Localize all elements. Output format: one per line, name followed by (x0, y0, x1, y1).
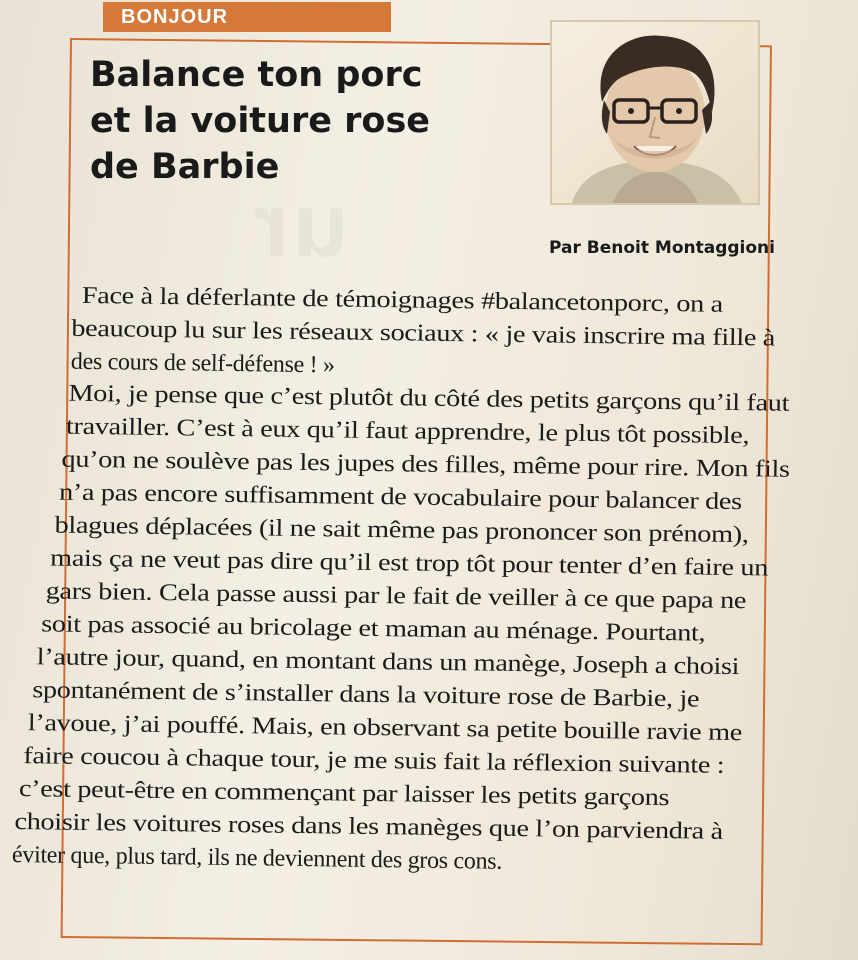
body-line-5: travailler. C’est à eux qu’il faut apprendre, le plus tôt possible, (65, 413, 750, 450)
body-line-17: choisir les voitures roses dans les manèges que l’on parviendra à (14, 808, 723, 845)
body-line-3: des cours de self-défense ! » (70, 348, 335, 379)
body-line-4: Moi, je pense que c’est plutôt du côté des petits garçons qu’il faut (68, 380, 790, 417)
body-line-16: c’est peut-être en commençant par laisser les petits garçons (18, 776, 670, 812)
body-line-11: soit pas associé au bricolage et maman au ménage. Pourtant, (41, 611, 706, 647)
body-line-12: l’autre jour, quand, en montant dans un manège, Joseph a choisi (36, 644, 740, 681)
body-line-10: gars bien. Cela passe aussi par le fait de veiller à ce que papa ne (45, 578, 747, 615)
body-line-7: n’a pas encore suffisamment de vocabulaire pour balancer des (58, 479, 742, 516)
section-tag: BONJOUR (103, 2, 391, 32)
headline-line-2: et la voiture rose (90, 101, 431, 141)
headline (90, 52, 540, 190)
body-line-6: qu’on ne soulève pas les jupes des filles, même pour rire. Mon fils (61, 446, 790, 483)
body-line-1: Face à la déferlante de témoignages #balancetonporc, on a (81, 282, 724, 318)
show-through-text: ur (250, 176, 348, 276)
byline: Par Benoit Montaggioni (549, 238, 775, 258)
body-line-15: faire coucou à chaque tour, je me suis fait la réflexion suivante : (23, 743, 725, 779)
body-line-14: l’avoue, j’ai pouffé. Mais, en observant sa petite bouille ravie me (27, 710, 743, 747)
body-line-18: éviter que, plus tard, ils ne deviennent des gros cons. (11, 841, 503, 875)
headline-line-1: Balance ton porc (90, 55, 423, 95)
body-line-2: beaucoup lu sur les réseaux sociaux : « je vais inscrire ma fille à (71, 315, 776, 352)
body-line-13: spontanément de s’installer dans la voiture rose de Barbie, je (32, 677, 700, 713)
author-photo (550, 20, 760, 205)
headline-line-3: de Barbie (90, 147, 280, 187)
body-line-8: blagues déplacées (il ne sait même pas prononcer son prénom), (54, 512, 749, 549)
body-line-9: mais ça ne veut pas dire qu’il est trop tôt pour tenter d’en faire un (49, 545, 769, 582)
